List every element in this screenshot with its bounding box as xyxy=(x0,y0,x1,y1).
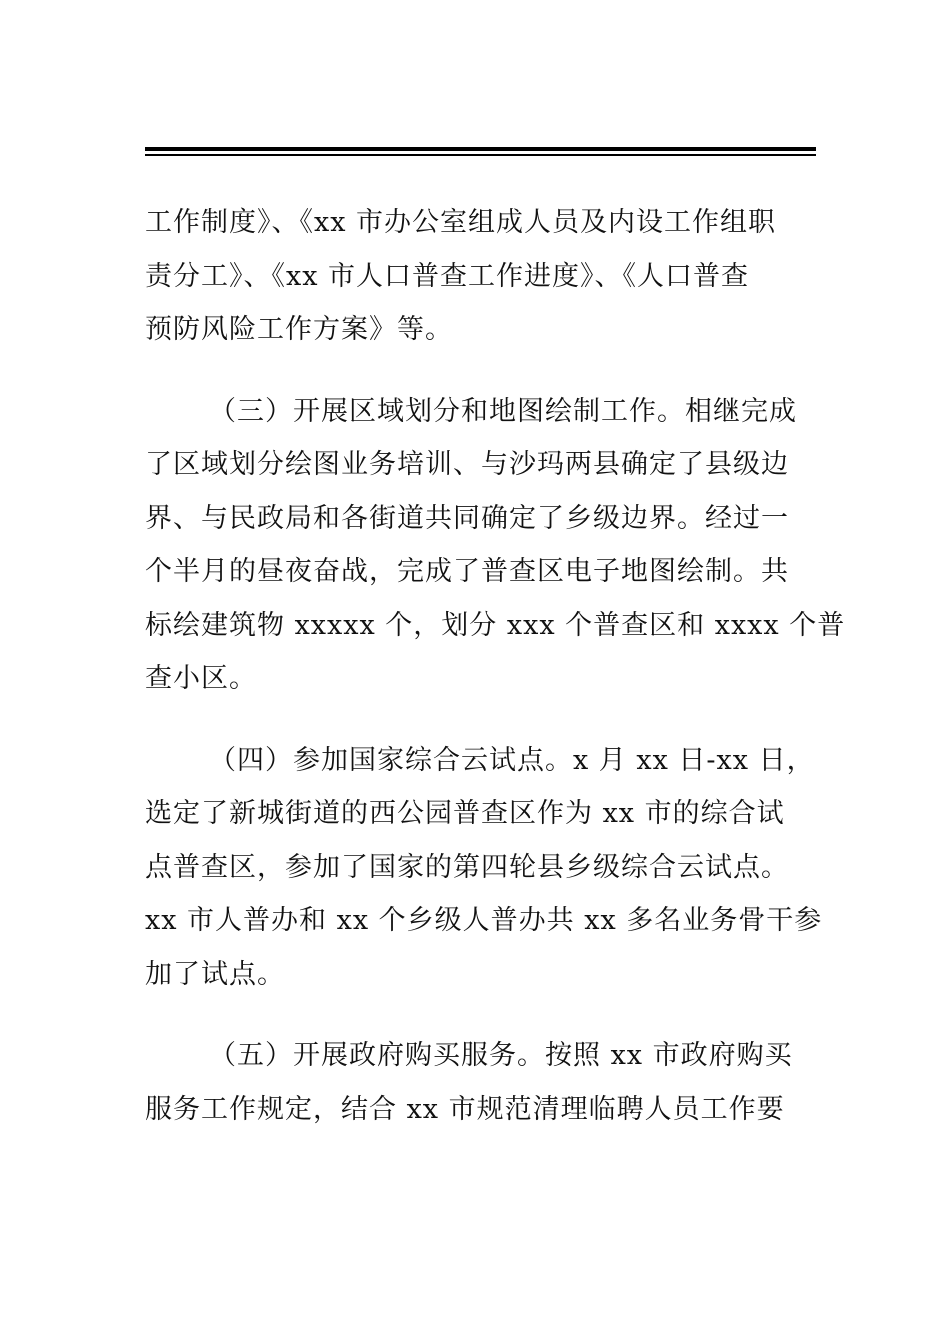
header-rule-thick xyxy=(145,147,816,151)
text-line: 预防风险工作方案》等。 xyxy=(145,314,453,345)
document-body xyxy=(145,196,846,1136)
paragraph-continuation xyxy=(145,196,835,357)
text-line: 责分工》、《xx 市人口普查工作进度》、《人口普查 xyxy=(145,260,750,292)
text-line: 了区域划分绘图业务培训、与沙玛两县确定了县级边 xyxy=(145,449,789,480)
paragraph-section-4 xyxy=(145,734,835,1002)
text-line: 标绘建筑物 xxxxx 个，划分 xxx 个普查区和 xxxx 个普 xyxy=(145,609,846,641)
header-rule-thin xyxy=(145,154,816,156)
text-line: 查小区。 xyxy=(145,663,257,694)
section-heading-line: （四）参加国家综合云试点。x 月 xx 日-xx 日， xyxy=(209,744,815,776)
section-heading-line: （五）开展政府购买服务。按照 xx 市政府购买 xyxy=(209,1040,793,1071)
text-line: xx 市人普办和 xx 个乡级人普办共 xx 多名业务骨干参 xyxy=(145,905,823,936)
paragraph-section-5 xyxy=(145,1029,835,1136)
text-line: 加了试点。 xyxy=(145,958,285,990)
text-line: 点普查区，参加了国家的第四轮县乡级综合云试点。 xyxy=(145,851,789,883)
text-line: 个半月的昼夜奋战，完成了普查区电子地图绘制。共 xyxy=(145,556,789,587)
text-line: 选定了新城街道的西公园普查区作为 xx 市的综合试 xyxy=(145,798,785,829)
text-line: 界、与民政局和各街道共同确定了乡级边界。经过一 xyxy=(145,502,789,534)
section-heading-line: （三）开展区域划分和地图绘制工作。相继完成 xyxy=(209,395,797,427)
paragraph-section-3 xyxy=(145,385,846,706)
text-line: 服务工作规定，结合 xx 市规范清理临聘人员工作要 xyxy=(145,1093,785,1125)
text-line: 工作制度》、《xx 市办公室组成人员及内设工作组职 xyxy=(145,207,777,238)
